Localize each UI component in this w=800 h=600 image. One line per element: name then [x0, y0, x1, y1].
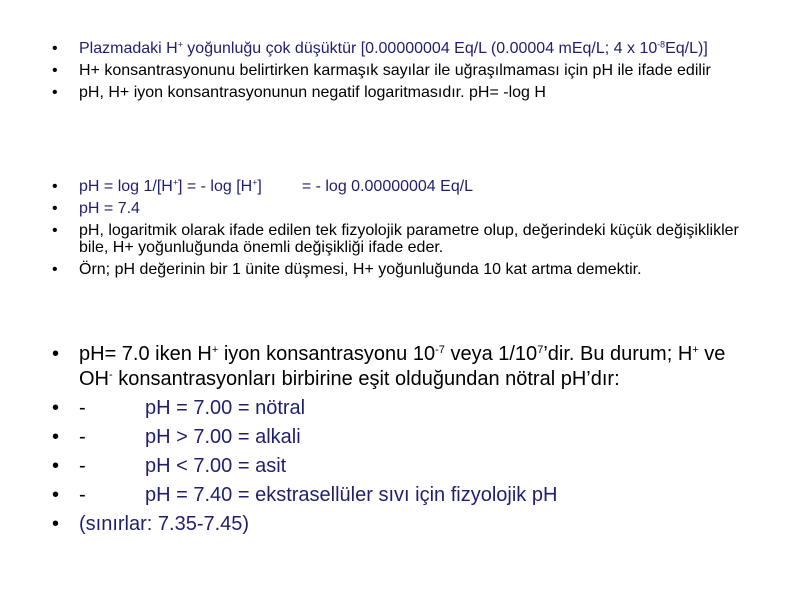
bullet-neutral-ph-explanation: • pH= 7.0 iken H+ iyon konsantrasyonu $10^{-7}$ veya $1/10^7’dir$. Bu durum; H+ ve OH- konsantrasyonları birbirine eşit olduğundan nötral pH’dır:: [52, 342, 752, 392]
bullet-physiological: • - pH = 7.40 = ekstrasellüler sıvı için fizyolojik pH: [52, 483, 752, 508]
bullet-limits: • (sınırlar: 7.35-7.45): [52, 512, 752, 537]
bullet-ph-log-formula: • pH = log 1/[H+] = - log [H+] = - log 0.00000004 Eq/L: [52, 178, 752, 195]
bullet-acidic: • - pH < 7.00 = asit: [52, 454, 752, 479]
bullet-alkaline: • - pH > 7.00 = alkali: [52, 425, 752, 450]
bullet-plasma-h-concentration: • Plazmadaki H+ yoğunluğu çok düşüktür [0.00000004 Eq/L (0.00004 mEq/L; 4 x $10^{-8}Eq/L$)]: [52, 40, 752, 57]
bullet-ph-definition: • pH, H+ iyon konsantrasyonunun negatif logaritmasıdır. pH= -log H: [52, 84, 752, 101]
bullet-ph-expression: • H+ konsantrasyonunu belirtirken karmaşık sayılar ile uğraşılmaması için pH ile ifade edilir: [52, 62, 752, 79]
bullet-log-parameter: • pH, logaritmik olarak ifade edilen tek fizyolojik parametre olup, değerindeki küçük değişiklikler bile, H+ yoğunluğunda önemli değişikliği ifade eder.: [52, 222, 752, 256]
bullet-group-2: [52, 178, 752, 283]
bullet-example: • Örn; pH değerinin bir 1 ünite düşmesi, H+ yoğunluğunda 10 kat artma demektir.: [52, 261, 752, 278]
bullet-neutral: • - pH = 7.00 = nötral: [52, 396, 752, 421]
bullet-group-1: [52, 40, 752, 106]
bullet-ph-value: • pH = 7.4: [52, 200, 752, 217]
bullet-group-3: [52, 342, 752, 541]
